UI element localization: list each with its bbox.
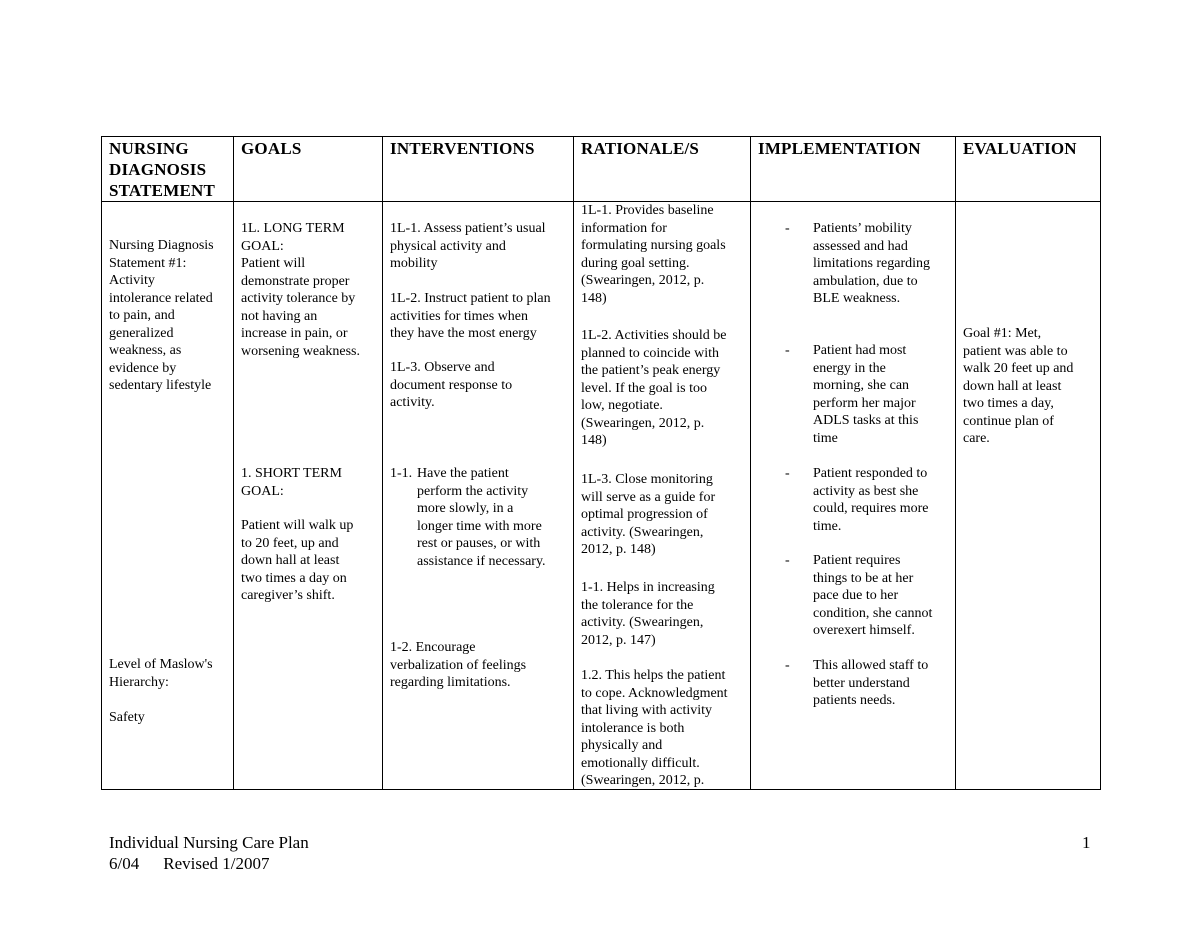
implementation-text: Patient had most energy in the morning, she can perform her major ADLS tasks at this time — [813, 343, 919, 446]
short-term-goal: Patient will walk up to 20 feet, up and down hall at least two times a day on caregiver’s shift. — [241, 518, 354, 603]
intervention-1l-1: 1L-1. Assess patient’s usual physical activity and mobility — [390, 221, 546, 271]
short-term-goal-title: 1. SHORT TERM GOAL: — [241, 466, 342, 499]
implementation-cell — [751, 202, 956, 790]
rationales-cell — [574, 202, 751, 790]
goals-cell — [234, 202, 383, 790]
intervention-1-1-number: 1-1. — [390, 466, 413, 481]
maslow-value: Safety — [109, 710, 145, 725]
intervention-1-2: 1-2. Encourage verbalization of feelings regarding limitations. — [390, 640, 527, 690]
rationale-1-2: 1.2. This helps the patient to cope. Acknowledgment that living with activity intolerance is both physically and emotionally difficult. (Swearingen, 2012, p. — [581, 668, 728, 788]
bullet-dash: - — [785, 343, 790, 358]
intervention-1l-3: 1L-3. Observe and document response to activity. — [390, 360, 513, 410]
rationale-1-1: 1-1. Helps in increasing the tolerance for the activity. (Swearingen, 2012, p. 147) — [581, 580, 715, 648]
maslow-label: Level of Maslow's Hierarchy: — [109, 657, 213, 690]
intervention-1l-2: 1L-2. Instruct patient to plan activities for times when they have the most energy — [390, 291, 551, 341]
table-row — [102, 202, 1101, 790]
care-plan-table — [101, 136, 1101, 790]
footer-title: Individual Nursing Care Plan — [109, 833, 309, 852]
header-evaluation: EVALUATION — [956, 137, 1101, 202]
bullet-dash: - — [785, 553, 790, 568]
implementation-text: Patients’ mobility assessed and had limitations regarding ambulation, due to BLE weakness. — [813, 221, 931, 306]
footer-date: 6/04 — [109, 854, 140, 873]
rationale-1l-2: 1L-2. Activities should be planned to coincide with the patient’s peak energy level. If the goal is too low, negotiate. (Swearingen, 2012, p. 148) — [581, 328, 727, 448]
footer-revised: Revised 1/2007 — [163, 854, 270, 873]
interventions-cell — [383, 202, 574, 790]
implementation-text: Patient requires things to be at her pace due to her condition, she cannot overexert himself. — [813, 553, 933, 638]
diagnosis-cell — [102, 202, 234, 790]
intervention-1-1-text: Have the patient perform the activity more slowly, in a longer time with more rest or pauses, or with assistance if necessary. — [417, 466, 546, 569]
header-goals: GOALS — [234, 137, 383, 202]
page-footer — [109, 832, 309, 874]
long-term-goal: 1L. LONG TERM GOAL: Patient will demonstrate proper activity tolerance by not having an increase in pain, or worsening weakness. — [241, 221, 360, 359]
footer-dates — [109, 853, 309, 874]
page-number: 1 — [1082, 833, 1091, 852]
header-implementation: IMPLEMENTATION — [751, 137, 956, 202]
diagnosis-statement: Nursing Diagnosis Statement #1: Activity intolerance related to pain, and generalized weakness, as evidence by sedentary lifestyle — [109, 238, 214, 393]
header-interventions: INTERVENTIONS — [383, 137, 574, 202]
bullet-dash: - — [785, 658, 790, 673]
rationale-1l-3: 1L-3. Close monitoring will serve as a guide for optimal progression of activity. (Swearingen, 2012, p. 148) — [581, 472, 716, 557]
evaluation-cell — [956, 202, 1101, 790]
header-row — [102, 137, 1101, 202]
rationale-1l-1: 1L-1. Provides baseline information for formulating nursing goals during goal setting. (Swearingen, 2012, p. 148) — [581, 203, 726, 306]
implementation-text: Patient responded to activity as best she could, requires more time. — [813, 466, 929, 534]
evaluation-text: Goal #1: Met, patient was able to walk 20 feet up and down hall at least two times a day, continue plan of care. — [963, 326, 1074, 446]
header-diagnosis: NURSING DIAGNOSIS STATEMENT — [102, 137, 234, 202]
implementation-text: This allowed staff to better understand patients needs. — [813, 658, 929, 708]
bullet-dash: - — [785, 221, 790, 236]
header-rationales: RATIONALE/S — [574, 137, 751, 202]
bullet-dash: - — [785, 466, 790, 481]
